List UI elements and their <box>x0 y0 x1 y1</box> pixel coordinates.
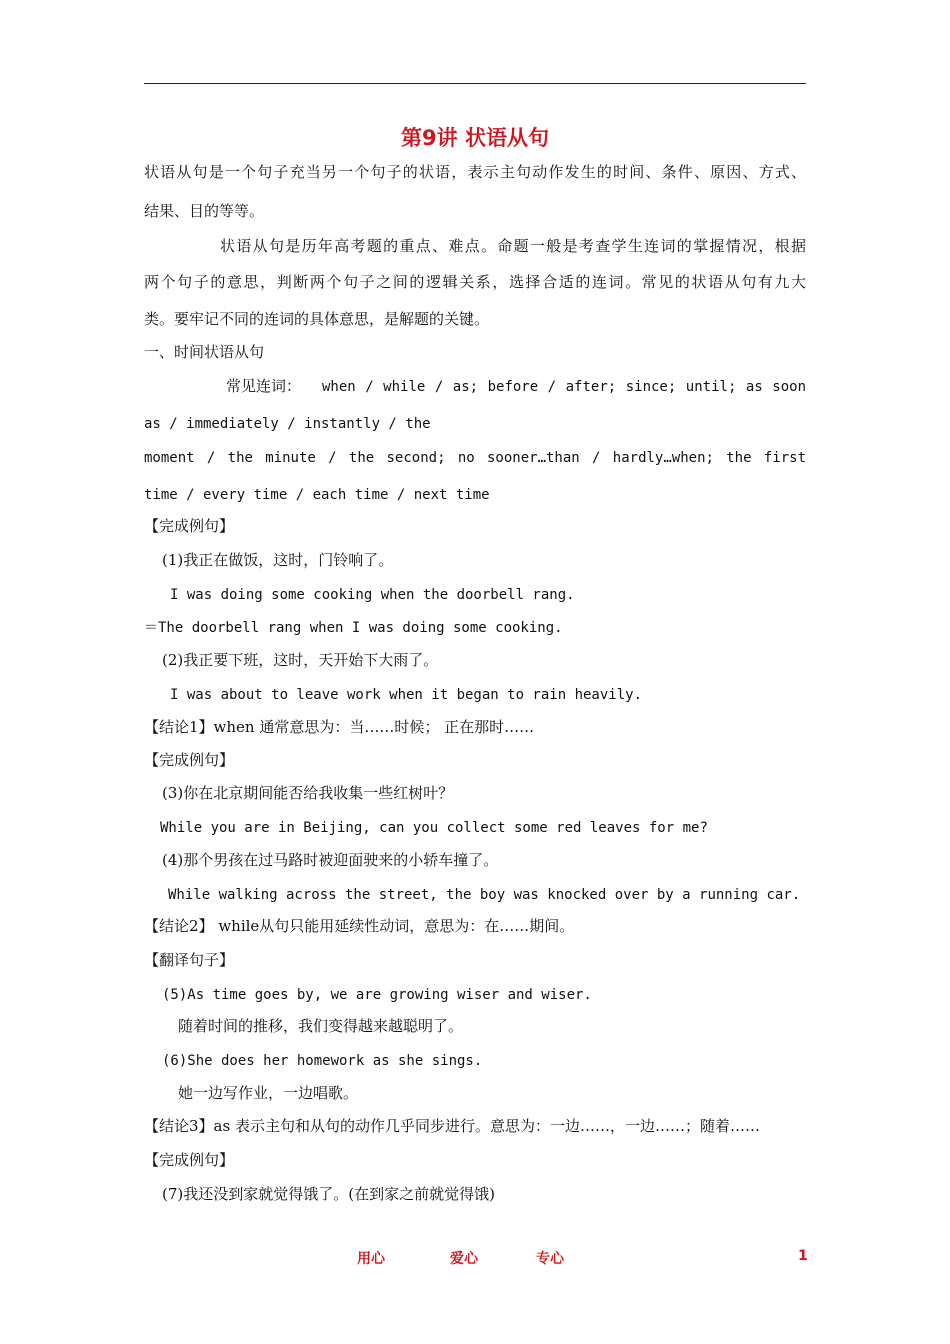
translation-6-cn: 她一边写作业，一边唱歌。 <box>178 1084 359 1102</box>
example-3-en: While you are in Beijing, can you collect some red leaves for me? <box>160 820 708 836</box>
exercise-heading-1: 【完成例句】 <box>144 517 235 535</box>
conclusion-3 <box>144 1116 760 1136</box>
conjunctions-line-1: when / while / as; before / after; since; until; as soon <box>322 379 806 395</box>
example-4-en: While walking across the street, the boy was knocked over by a running car. <box>168 887 801 903</box>
conjunctions-line-2: as / immediately / instantly / the <box>144 416 431 432</box>
footer-item-3: 专心 <box>536 1251 564 1267</box>
page-number: 1 <box>798 1248 808 1264</box>
conjunctions-line-4: time / every time / each time / next time <box>144 487 490 503</box>
example-1-en: I was doing some cooking when the doorbell rang. <box>170 587 575 603</box>
example-2-en: I was about to leave work when it began to rain heavily. <box>170 687 643 703</box>
page-title: 第9讲 状语从句 <box>401 126 549 150</box>
conclusion-1 <box>144 717 534 737</box>
intro-line-1: 状语从句是一个句子充当另一个句子的状语，表示主句动作发生的时间、条件、原因、方式、 <box>144 163 806 181</box>
translation-heading: 【翻译句子】 <box>144 951 235 969</box>
translation-5-cn: 随着时间的推移，我们变得越来越聪明了。 <box>178 1017 464 1035</box>
conclusion-1-label: 【结论1】 <box>144 718 214 736</box>
example-1-en-alt: ＝The doorbell rang when I was doing some cooking. <box>144 620 563 636</box>
example-2-cn: (2)我正要下班，这时，天开始下大雨了。 <box>162 651 439 669</box>
footer-item-2: 爱心 <box>450 1251 478 1267</box>
intro-para-line-2: 两个句子的意思，判断两个句子之间的逻辑关系，选择合适的连词。常见的状语从句有九大 <box>144 273 806 291</box>
exercise-heading-3: 【完成例句】 <box>144 1151 235 1169</box>
conclusion-2-text: while从句只能用延续性动词，意思为：在……期间。 <box>213 917 575 935</box>
conclusion-3-label: 【结论3】 <box>144 1117 214 1135</box>
example-7-cn: (7)我还没到家就觉得饿了。(在到家之前就觉得饿) <box>162 1185 495 1203</box>
intro-para-line-1: 状语从句是历年高考题的重点、难点。命题一般是考查学生连词的掌握情况，根据 <box>220 237 806 255</box>
conclusion-2 <box>144 916 574 936</box>
footer-item-1: 用心 <box>357 1251 385 1267</box>
section-heading: 一、时间状语从句 <box>144 343 265 361</box>
intro-line-2: 结果、目的等等。 <box>144 202 265 220</box>
example-4-cn: (4)那个男孩在过马路时被迎面驶来的小轿车撞了。 <box>162 851 499 869</box>
translation-5-en: (5)As time goes by, we are growing wiser and wiser. <box>162 987 592 1003</box>
conclusion-2-label: 【结论2】 <box>144 917 214 935</box>
example-3-cn: (3)你在北京期间能否给我收集一些红树叶？ <box>162 784 454 802</box>
intro-para-line-3: 类。要牢记不同的连词的具体意思，是解题的关键。 <box>144 310 490 328</box>
exercise-heading-2: 【完成例句】 <box>144 751 235 769</box>
conclusion-3-text: as 表示主句和从句的动作几乎同步进行。意思为：一边……，一边……；随着…… <box>213 1117 760 1135</box>
conclusion-1-text: when 通常意思为：当……时候； 正在那时…… <box>213 718 535 736</box>
conjunctions-label: 常见连词： <box>226 377 302 395</box>
header-rule <box>144 83 806 84</box>
example-1-cn: (1)我正在做饭，这时，门铃响了。 <box>162 551 394 569</box>
translation-6-en: (6)She does her homework as she sings. <box>162 1053 483 1069</box>
conjunctions-line-3: moment / the minute / the second; no sooner…than / hardly…when; the first <box>144 450 806 466</box>
